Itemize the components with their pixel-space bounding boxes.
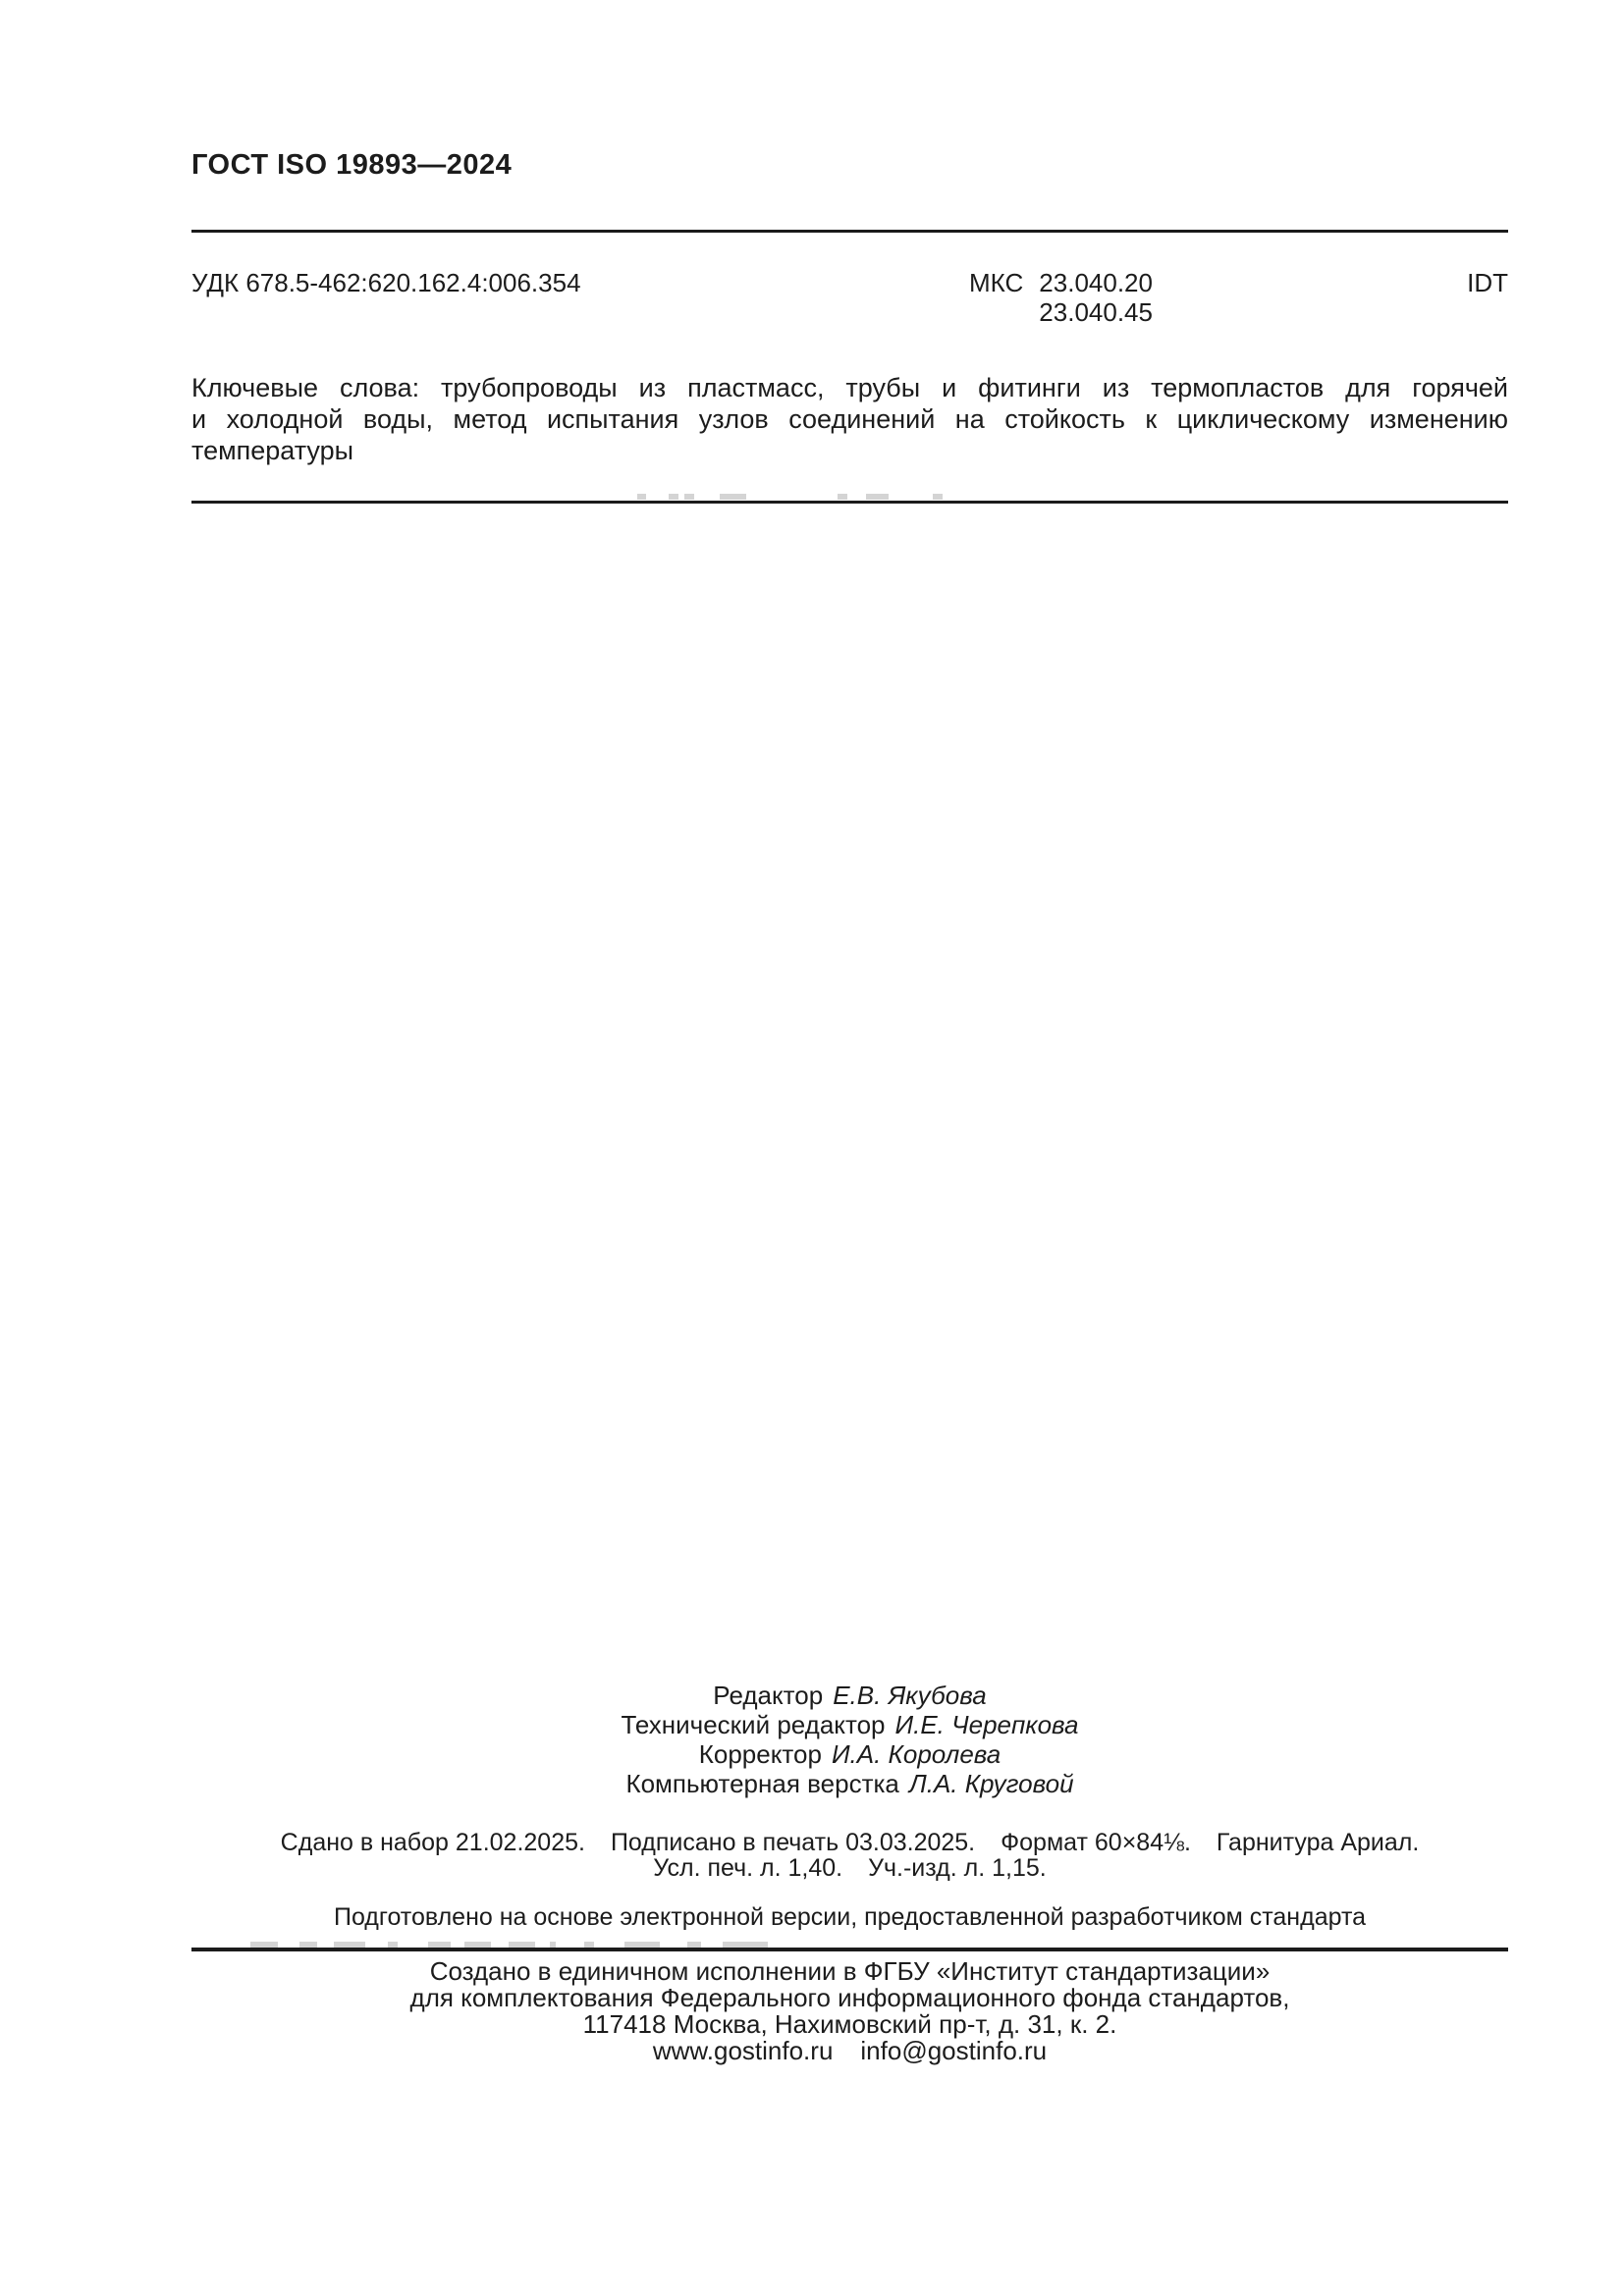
- credit-row-layout: [191, 1769, 1508, 1798]
- production-line-2: [191, 1855, 1508, 1881]
- publisher-address: 117418 Москва, Нахимовский пр-т, д. 31, к. 2.: [582, 2009, 1117, 2039]
- publisher-line-2: для комплектования Федерального информационного фонда стандартов,: [409, 1983, 1290, 2012]
- publisher-email: info@gostinfo.ru: [860, 2036, 1048, 2065]
- scan-artifact: [250, 1942, 278, 1948]
- scan-artifact: [550, 1942, 556, 1948]
- mks-label: МКС: [969, 268, 1024, 297]
- mks-codes: [1039, 268, 1153, 327]
- printed-sheets: Усл. печ. л. 1,40.: [653, 1854, 843, 1882]
- publisher-line-1: Создано в единичном исполнении в ФГБУ «Институт стандартизации»: [429, 1956, 1271, 1986]
- credit-label: Корректор: [698, 1739, 822, 1769]
- publisher-block: [191, 1958, 1508, 2064]
- credit-name: И.А. Королева: [831, 1739, 1001, 1769]
- scan-artifact: [624, 1942, 660, 1948]
- mks-code-2: 23.040.45: [1039, 297, 1153, 327]
- credit-label: Редактор: [713, 1681, 824, 1710]
- idt-correspondence-mark: IDT: [1467, 268, 1508, 297]
- scan-artifact: [866, 494, 889, 500]
- prepared-note: Подготовлено на основе электронной версии, предоставленной разработчиком стандарта: [333, 1903, 1367, 1931]
- typeset-date: Сдано в набор 21.02.2025.: [280, 1829, 585, 1856]
- credit-label: Компьютерная верстка: [625, 1769, 899, 1798]
- classification-row: [191, 268, 1508, 347]
- scan-artifact: [838, 494, 847, 500]
- scan-artifact: [933, 494, 943, 500]
- scan-artifact: [388, 1942, 398, 1948]
- credit-name: Л.А. Круговой: [908, 1769, 1074, 1798]
- keywords-line-1: Ключевые слова: трубопроводы из пластмасс, трубы и фитинги из термопластов для горячей: [191, 373, 1508, 402]
- publisher-website: www.gostinfo.ru: [652, 2036, 834, 2065]
- production-line-1: [191, 1830, 1508, 1855]
- standard-designation: ГОСТ ISO 19893—2024: [191, 149, 513, 181]
- mks-block: [969, 268, 1153, 327]
- credit-name: Е.В. Якубова: [833, 1681, 987, 1710]
- credit-row-proofreader: [191, 1739, 1508, 1769]
- credit-row-editor: [191, 1681, 1508, 1710]
- scan-artifact: [684, 494, 694, 500]
- publisher-contacts: [191, 2038, 1508, 2064]
- horizontal-rule-keywords: [191, 501, 1508, 504]
- udk-code: УДК 678.5-462:620.162.4:006.354: [191, 268, 581, 297]
- scan-artifact: [669, 494, 678, 500]
- production-data: [191, 1830, 1508, 1881]
- credit-row-technical-editor: [191, 1710, 1508, 1739]
- mks-code-1: 23.040.20: [1039, 268, 1153, 297]
- keywords-paragraph: [191, 372, 1508, 466]
- scan-artifact: [723, 1942, 768, 1948]
- keywords-line-3: температуры: [191, 436, 354, 465]
- typeface: Гарнитура Ариал.: [1216, 1829, 1420, 1856]
- horizontal-rule-top: [191, 230, 1508, 233]
- editorial-credits: [191, 1681, 1508, 1798]
- scan-artifact: [299, 1942, 317, 1948]
- scan-artifact: [334, 1942, 365, 1948]
- publisher-sheets: Уч.-изд. л. 1,15.: [868, 1854, 1047, 1882]
- format: Формат 60×84⅛.: [1001, 1829, 1191, 1856]
- scan-artifact: [584, 1942, 594, 1948]
- print-date: Подписано в печать 03.03.2025.: [610, 1829, 976, 1856]
- scan-artifact: [509, 1942, 535, 1948]
- scan-artifact: [428, 1942, 451, 1948]
- credit-name: И.Е. Черепкова: [894, 1710, 1079, 1739]
- scan-artifact: [464, 1942, 491, 1948]
- scan-artifact: [720, 494, 746, 500]
- credit-label: Технический редактор: [621, 1710, 886, 1739]
- scan-artifact: [687, 1942, 701, 1948]
- keywords-line-2: и холодной воды, метод испытания узлов соединений на стойкость к циклическому изменению: [191, 404, 1508, 434]
- horizontal-rule-publisher: [191, 1948, 1508, 1951]
- scan-artifact: [637, 494, 646, 500]
